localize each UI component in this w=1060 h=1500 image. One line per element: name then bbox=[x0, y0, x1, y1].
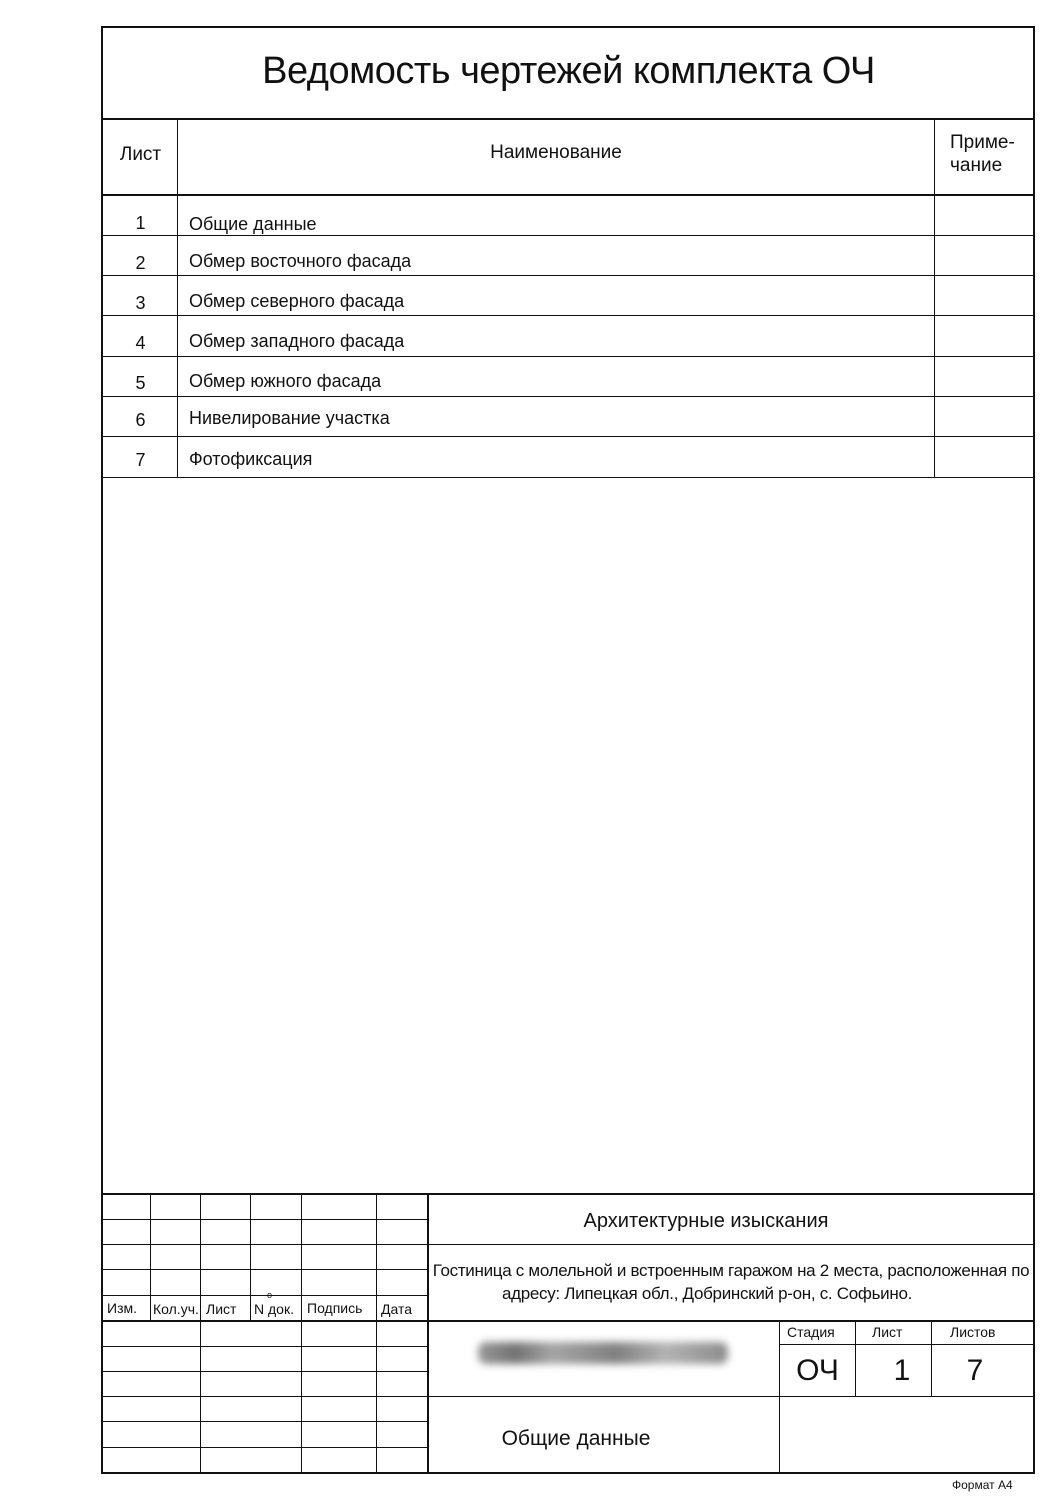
stamp-hline-main bbox=[101, 1396, 1035, 1397]
col-divider-note bbox=[934, 118, 935, 478]
sheets-label: Листов bbox=[950, 1324, 996, 1340]
row-divider bbox=[101, 396, 1035, 397]
stamp-project-divider bbox=[428, 1244, 1035, 1245]
row-7-num: 7 bbox=[135, 450, 146, 470]
col-n-dok: N док. bbox=[254, 1301, 294, 1317]
row-7-name: Фотофиксация bbox=[189, 449, 313, 469]
row-divider bbox=[101, 315, 1035, 316]
stamp-hline bbox=[101, 1421, 428, 1422]
page-title: Ведомость чертежей комплекта ОЧ bbox=[262, 50, 875, 92]
row-divider bbox=[101, 436, 1035, 437]
stamp-hline bbox=[101, 1447, 428, 1448]
row-2-name: Обмер восточного фасада bbox=[189, 251, 412, 271]
stamp-hline bbox=[101, 1371, 428, 1372]
row-5-name: Обмер южного фасада bbox=[189, 371, 382, 391]
title-divider bbox=[101, 118, 1035, 120]
header-note-line1: Приме- bbox=[950, 132, 1015, 153]
col-data: Дата bbox=[381, 1301, 413, 1317]
row-divider bbox=[101, 275, 1035, 276]
row-2-num: 2 bbox=[135, 253, 146, 273]
header-name: Наименование bbox=[490, 142, 622, 163]
stamp-hline-main bbox=[101, 1320, 1035, 1322]
row-5-num: 5 bbox=[135, 373, 146, 393]
sheet-label: Лист bbox=[872, 1324, 903, 1340]
frame-bottom bbox=[101, 1472, 1035, 1474]
row-4-num: 4 bbox=[135, 333, 146, 353]
header-note-line2: чание bbox=[950, 155, 1003, 176]
row-6-num: 6 bbox=[135, 410, 146, 430]
stamp-vline bbox=[250, 1193, 251, 1321]
header-divider bbox=[101, 194, 1035, 196]
stamp-vline bbox=[779, 1320, 780, 1473]
row-3-name: Обмер северного фасада bbox=[189, 291, 405, 311]
sheets-value: 7 bbox=[966, 1354, 984, 1387]
stamp-vline bbox=[376, 1193, 377, 1473]
stage-value: ОЧ bbox=[796, 1354, 839, 1387]
col-izm: Изм. bbox=[107, 1300, 137, 1316]
frame-top bbox=[101, 26, 1035, 28]
row-1-name: Общие данные bbox=[189, 214, 317, 234]
row-3-num: 3 bbox=[135, 293, 146, 313]
format-label: Формат А4 bbox=[952, 1478, 1013, 1492]
row-divider bbox=[101, 356, 1035, 357]
row-1-num: 1 bbox=[135, 213, 146, 233]
blurred-organization bbox=[478, 1342, 728, 1364]
stamp-hline bbox=[101, 1346, 428, 1347]
object-description-line1: Гостиница с молельной и встроенным гаражом на 2 места, расположенная по bbox=[432, 1261, 1030, 1280]
frame-right bbox=[1033, 26, 1035, 1474]
row-divider bbox=[101, 235, 1035, 236]
object-description-line2: адресу: Липецкая обл., Добринский р-он, с. Софьино. bbox=[501, 1284, 913, 1303]
row-6-name: Нивелирование участка bbox=[189, 408, 390, 428]
header-sheet: Лист bbox=[119, 144, 162, 165]
sheet-title: Общие данные bbox=[501, 1427, 651, 1450]
stamp-vline bbox=[200, 1193, 201, 1473]
row-4-name: Обмер западного фасада bbox=[189, 331, 405, 351]
col-list: Лист bbox=[206, 1301, 237, 1317]
stamp-hline bbox=[779, 1344, 1035, 1345]
col-kol-uch: Кол.уч. bbox=[153, 1301, 199, 1317]
stamp-top bbox=[101, 1193, 1035, 1195]
stage-label: Стадия bbox=[787, 1324, 835, 1340]
stamp-vline bbox=[301, 1193, 302, 1473]
sheet-value: 1 bbox=[893, 1354, 911, 1387]
col-n-dok-mark: o bbox=[267, 1290, 273, 1300]
frame-left bbox=[101, 26, 103, 1474]
project-type: Архитектурные изыскания bbox=[583, 1210, 829, 1232]
col-podpis: Подпись bbox=[307, 1300, 363, 1316]
stamp-vline bbox=[150, 1193, 151, 1321]
row-divider bbox=[101, 477, 1035, 478]
